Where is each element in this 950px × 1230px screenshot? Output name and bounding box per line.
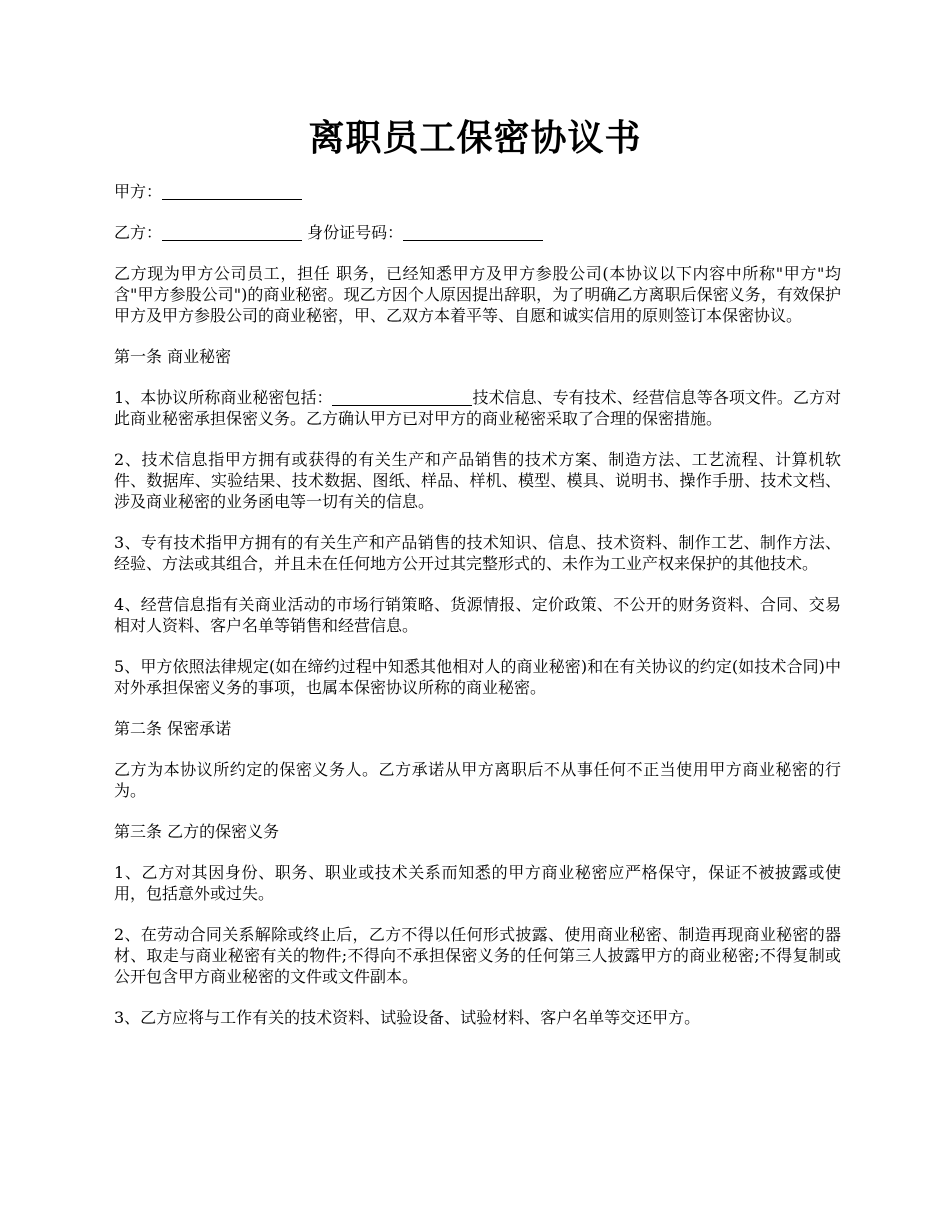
document-title: 离职员工保密协议书 <box>308 117 642 159</box>
article1-item5: 5、甲方依照法律规定(如在缔约过程中知悉其他相对人的商业秘密)和在有关协议的约定(如技术合同)中对外承担保密义务的事项，也属本保密协议所称的商业秘密。 <box>114 657 841 697</box>
article1-item3: 3、专有技术指甲方拥有的有关生产和产品销售的技术知识、信息、技术资料、制作工艺、制作方法、经验、方法或其组合，并且未在任何地方公开过其完整形式的、未作为工业产权来保护的其他技术。 <box>114 533 841 573</box>
article2-heading: 第二条 保密承诺 <box>114 719 232 738</box>
party-a-blank <box>162 183 302 200</box>
article3-heading: 第三条 乙方的保密义务 <box>114 822 280 841</box>
article1-item1-prefix: 1、本协议所称商业秘密包括： <box>114 388 333 407</box>
article1-item1-suffix: 技术信息、专有技术、经营信息等各项文件。乙方对此商业秘密承担保密义务。乙方确认甲方已对甲方的商业秘密采取了合理的保密措施。 <box>114 388 841 428</box>
article3-item3: 3、乙方应将与工作有关的技术资料、试验设备、试验材料、客户名单等交还甲方。 <box>114 1008 701 1027</box>
article1-item2: 2、技术信息指甲方拥有或获得的有关生产和产品销售的技术方案、制造方法、工艺流程、计算机软件、数据库、实验结果、技术数据、图纸、样品、样机、模型、模具、说明书、操作手册、技术文档、涉及商业秘密的业务函电等一切有关的信息。 <box>114 450 841 511</box>
party-b-blank <box>162 224 302 241</box>
id-number-blank <box>403 224 543 241</box>
article1-item4: 4、经营信息指有关商业活动的市场行销策略、货源情报、定价政策、不公开的财务资料、合同、交易相对人资料、客户名单等销售和经营信息。 <box>114 595 841 635</box>
party-b-line <box>114 222 841 243</box>
article2-body: 乙方为本协议所约定的保密义务人。乙方承诺从甲方离职后不从事任何不正当使用甲方商业秘密的行为。 <box>114 760 841 800</box>
article1-item1 <box>114 387 841 429</box>
article3-item2: 2、在劳动合同关系解除或终止后，乙方不得以任何形式披露、使用商业秘密、制造再现商业秘密的器材、取走与商业秘密有关的物件;不得向不承担保密义务的任何第三人披露甲方的商业秘密;不得复制或公开包含甲方商业秘密的文件或文件副本。 <box>114 925 841 986</box>
intro-paragraph: 乙方现为甲方公司员工，担任 职务，已经知悉甲方及甲方参股公司(本协议以下内容中所称"甲方"均含"甲方参股公司")的商业秘密。现乙方因个人原因提出辞职，为了明确乙方离职后保密义务，有效保护甲方及甲方参股公司的商业秘密，甲、乙双方本着平等、自愿和诚实信用的原则签订本保密协议。 <box>114 264 841 325</box>
article1-heading: 第一条 商业秘密 <box>114 347 232 366</box>
party-a-label: 甲方： <box>114 182 163 201</box>
trade-secret-blank <box>332 389 472 406</box>
party-b-label: 乙方： <box>114 223 163 242</box>
id-number-label: 身份证号码： <box>307 223 404 242</box>
party-a-line <box>114 181 841 202</box>
article3-item1: 1、乙方对其因身份、职务、职业或技术关系而知悉的甲方商业秘密应严格保守，保证不被披露或使用，包括意外或过失。 <box>114 863 841 903</box>
document-body <box>114 181 841 1048</box>
